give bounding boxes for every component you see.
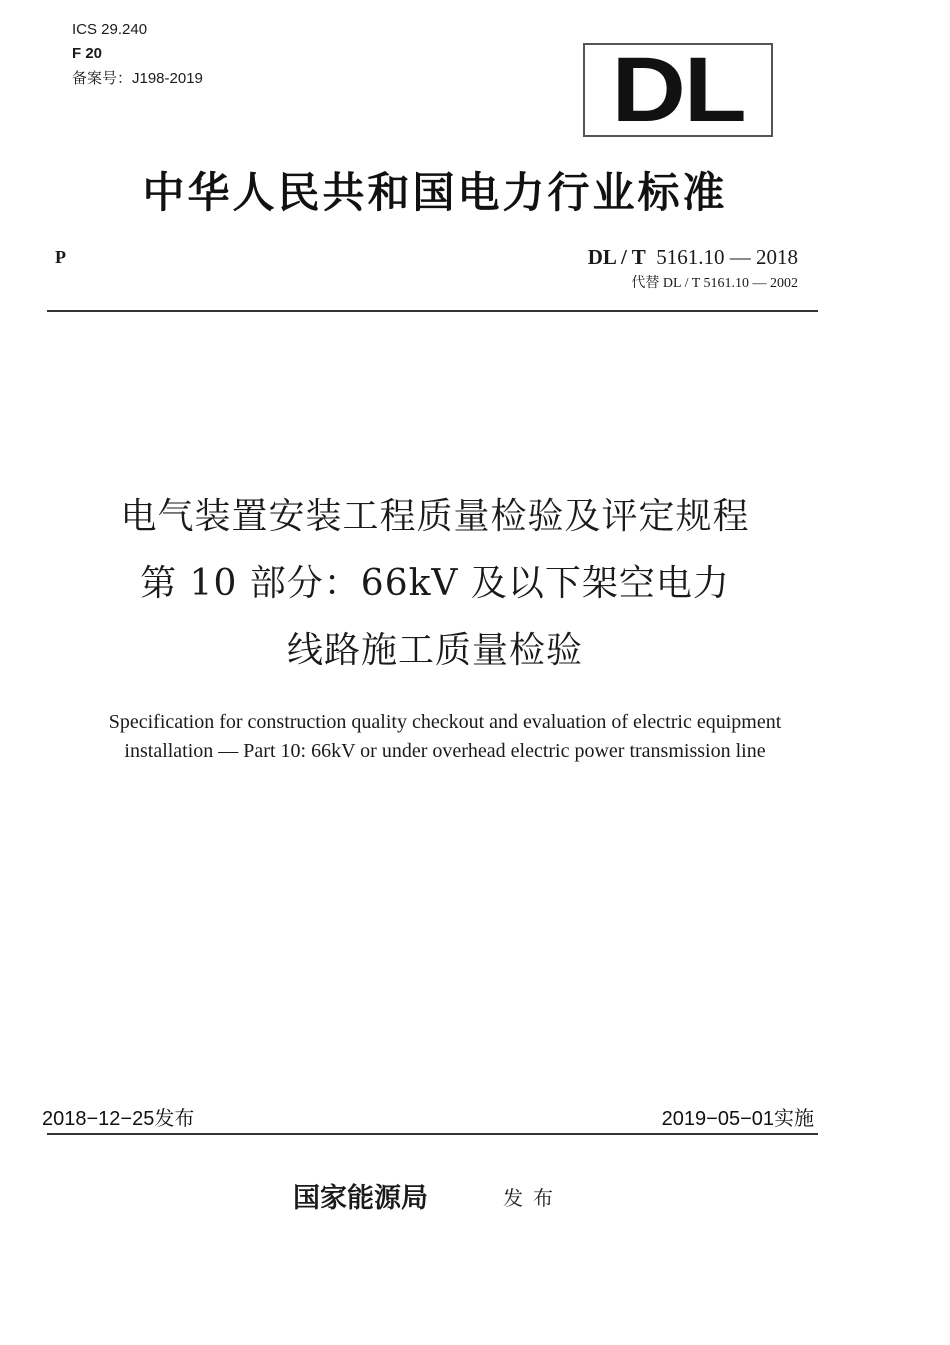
standard-banner-title: 中华人民共和国电力行业标准 [142, 168, 728, 217]
replaces-standard: 代替 DL / T 5161.10 — 2002 [631, 276, 798, 291]
standard-number-prefix: DL / T [587, 245, 646, 269]
issuer-name: 国家能源局 [293, 1183, 428, 1214]
title-cn-line-2: 第 10 部分：66kV 及以下架空电力 [140, 563, 730, 604]
dl-logo [583, 38, 773, 141]
publish-date: 2018−12−25发布 [42, 1108, 195, 1130]
title-cn-line-1: 电气装置安装工程质量检验及评定规程 [120, 496, 750, 537]
standard-number [588, 245, 798, 270]
ccs-code: F 20 [72, 45, 103, 62]
title-cn-line-3: 线路施工质量检验 [286, 630, 583, 671]
title-en-line-1: Specification for construction quality checkout and evaluation of electric equipment [108, 711, 782, 733]
header-divider [47, 310, 818, 312]
title-en-line-2: installation — Part 10: 66kV or under overhead electric power transmission line [124, 740, 766, 762]
effective-date: 2019−05−01实施 [661, 1108, 814, 1130]
category-letter: P [55, 247, 66, 267]
registration-number: 备案号：J198-2019 [72, 70, 203, 87]
dl-logo-text: DL [611, 38, 745, 141]
issuer-verb: 发布 [503, 1186, 563, 1210]
standard-number-value: 5161.10 — 2018 [656, 245, 798, 269]
ics-code: ICS 29.240 [72, 21, 148, 38]
footer-divider [47, 1133, 818, 1135]
